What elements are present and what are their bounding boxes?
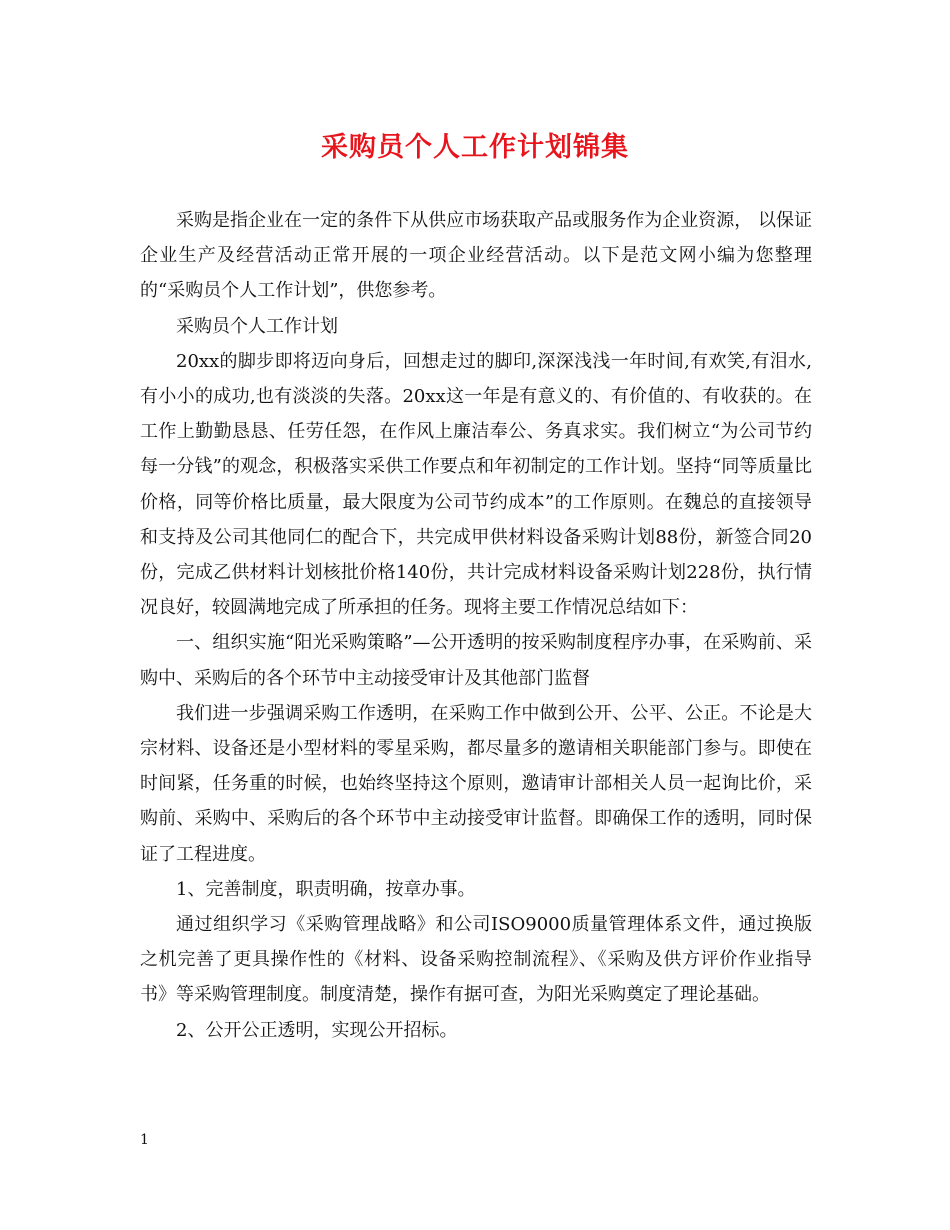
paragraph: 20xx的脚步即将迈向身后，回想走过的脚印,深深浅浅一年时间,有欢笑,有泪水,有小小的成功,也有淡淡的失落。20xx这一年是有意义的、有价值的、有收获的。在工作上勤勤恳恳、任劳任怨，在作风上廉洁奉公、务真求实。我们树立“为公司节约每一分钱”的观念，积极落实采供工作要点和年初制定的工作计划。坚持“同等质量比价格，同等价格比质量，最大限度为公司节约成本”的工作原则。在魏总的直接领导和支持及公司其他同仁的配合下，共完成甲供材料设备采购计划88份，新签合同20份，完成乙供材料计划核批价格140份，共计完成材料设备采购计划228份，执行情况良好，较圆满地完成了所承担的任务。现将主要工作情况总结如下：: [140, 350, 812, 619]
document-title: 采购员个人工作计划锦集: [321, 132, 629, 163]
paragraph: 采购是指企业在一定的条件下从供应市场获取产品或服务作为企业资源， 以保证企业生产及经营活动正常开展的一项企业经营活动。以下是范文网小编为您整理的“采购员个人工作计划”，供您参考。: [140, 210, 812, 302]
paragraph: 采购员个人工作计划: [176, 315, 338, 337]
page-number: 1: [140, 1132, 149, 1148]
paragraph: 一、组织实施“阳光采购策略”—公开透明的按采购制度程序办事，在采购前、采购中、采购后的各个环节中主动接受审计及其他部门监督: [140, 632, 812, 689]
paragraph: 2、公开公正透明，实现公开招标。: [176, 1019, 458, 1041]
paragraph: 1、完善制度，职责明确，按章办事。: [176, 878, 476, 900]
paragraph: 通过组织学习《采购管理战略》和公司ISO9000质量管理体系文件，通过换版之机完善了更具操作性的《材料、设备采购控制流程》、《采购及供方评价作业指导书》等采购管理制度。制度清楚，操作有据可查，为阳光采购奠定了理论基础。: [140, 914, 812, 1006]
document-body: [140, 203, 812, 1048]
paragraph: 我们进一步强调采购工作透明，在采购工作中做到公开、公平、公正。不论是大宗材料、设备还是小型材料的零星采购，都尽量多的邀请相关职能部门参与。即使在时间紧，任务重的时候，也始终坚持这个原则，邀请审计部相关人员一起询比价，采购前、采购中、采购后的各个环节中主动接受审计监督。即确保工作的透明，同时保证了工程进度。: [140, 702, 812, 865]
